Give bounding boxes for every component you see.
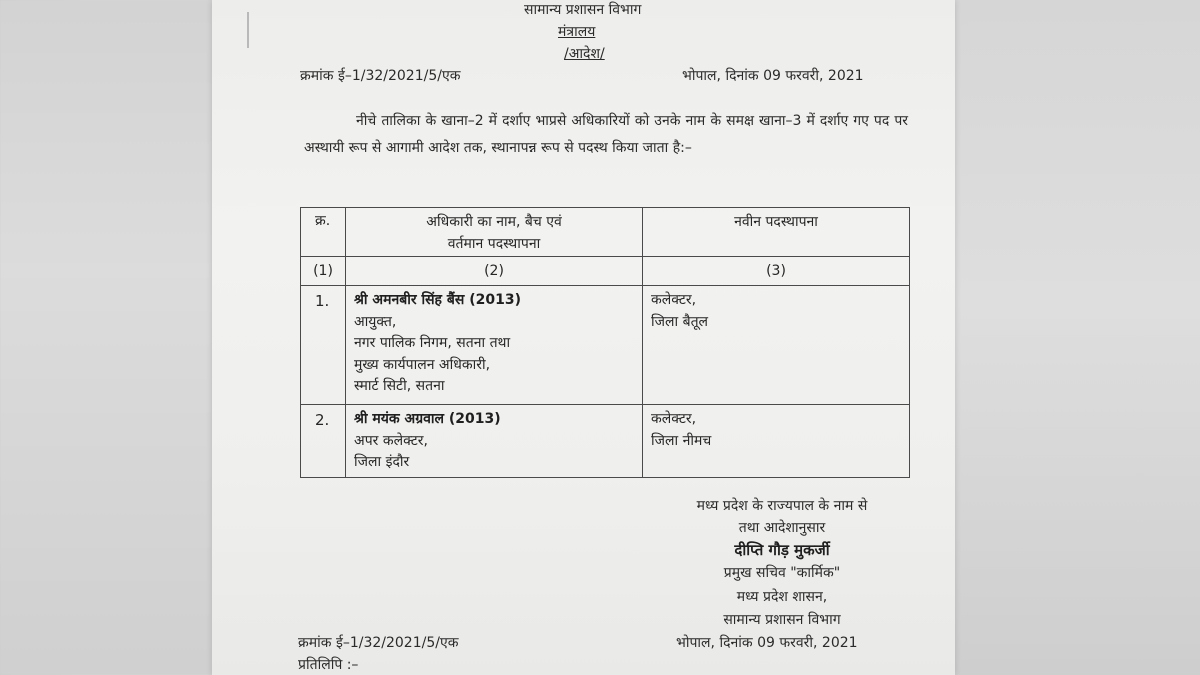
table-row bbox=[301, 286, 910, 405]
officer-name: श्री मयंक अग्रवाल (2013) bbox=[354, 411, 501, 427]
order-number: क्रमांक ई–1/32/2021/5/एक bbox=[300, 68, 461, 84]
signatory-department: सामान्य प्रशासन विभाग bbox=[723, 612, 841, 628]
footer-place-date: भोपाल, दिनांक 09 फरवरी, 2021 bbox=[676, 635, 858, 651]
paper-crease bbox=[247, 12, 249, 48]
row-serial: 1. bbox=[301, 286, 346, 405]
row-serial: 2. bbox=[301, 405, 346, 478]
background-left bbox=[0, 0, 212, 675]
officer-cell: श्री मयंक अग्रवाल (2013) अपर कलेक्टर, जिला इंदौर bbox=[346, 405, 643, 478]
order-paragraph: नीचे तालिका के खाना–2 में दर्शाए भाप्रसे अधिकारियों को उनके नाम के समक्ष खाना–3 में दर्शाए गए पद पर अस्थायी रूप से आगामी आदेश तक, स्थानापन्न रूप से पदस्थ किया जाता है:– bbox=[304, 113, 908, 156]
table-header-row bbox=[301, 208, 910, 257]
copy-label: प्रतिलिपि :– bbox=[298, 657, 359, 673]
header-new-posting: नवीन पदस्थापना bbox=[643, 208, 910, 257]
header-serial: क्र. bbox=[301, 208, 346, 257]
column-number: (2) bbox=[346, 257, 643, 286]
signature-line1: मध्य प्रदेश के राज्यपाल के नाम से bbox=[696, 498, 868, 514]
background-right bbox=[955, 0, 1200, 675]
column-number-row bbox=[301, 257, 910, 286]
table-row bbox=[301, 405, 910, 478]
document-page bbox=[212, 0, 955, 675]
new-posting-cell: कलेक्टर, जिला बैतूल bbox=[643, 286, 910, 405]
ministry-heading: मंत्रालय bbox=[558, 24, 596, 40]
signatory-government: मध्य प्रदेश शासन, bbox=[736, 589, 828, 605]
signature-line2: तथा आदेशानुसार bbox=[738, 520, 826, 536]
posting-table bbox=[300, 207, 910, 478]
officer-name: श्री अमनबीर सिंह बैंस (2013) bbox=[354, 292, 521, 308]
officer-cell: श्री अमनबीर सिंह बैंस (2013) आयुक्त, नगर पालिक निगम, सतना तथा मुख्य कार्यपालन अधिकारी, स्मार्ट सिटी, सतना bbox=[346, 286, 643, 405]
column-number: (1) bbox=[301, 257, 346, 286]
signatory-designation: प्रमुख सचिव "कार्मिक" bbox=[723, 565, 841, 581]
footer-order-number: क्रमांक ई–1/32/2021/5/एक bbox=[298, 635, 459, 651]
order-heading: /आदेश/ bbox=[564, 46, 605, 62]
signatory-name: दीप्ति गौड़ मुकर्जी bbox=[734, 541, 830, 559]
department-heading: सामान्य प्रशासन विभाग bbox=[524, 2, 642, 18]
order-place-date: भोपाल, दिनांक 09 फरवरी, 2021 bbox=[682, 68, 864, 84]
column-number: (3) bbox=[643, 257, 910, 286]
new-posting-cell: कलेक्टर, जिला नीमच bbox=[643, 405, 910, 478]
header-officer: अधिकारी का नाम, बैच एवं वर्तमान पदस्थापना bbox=[346, 208, 643, 257]
